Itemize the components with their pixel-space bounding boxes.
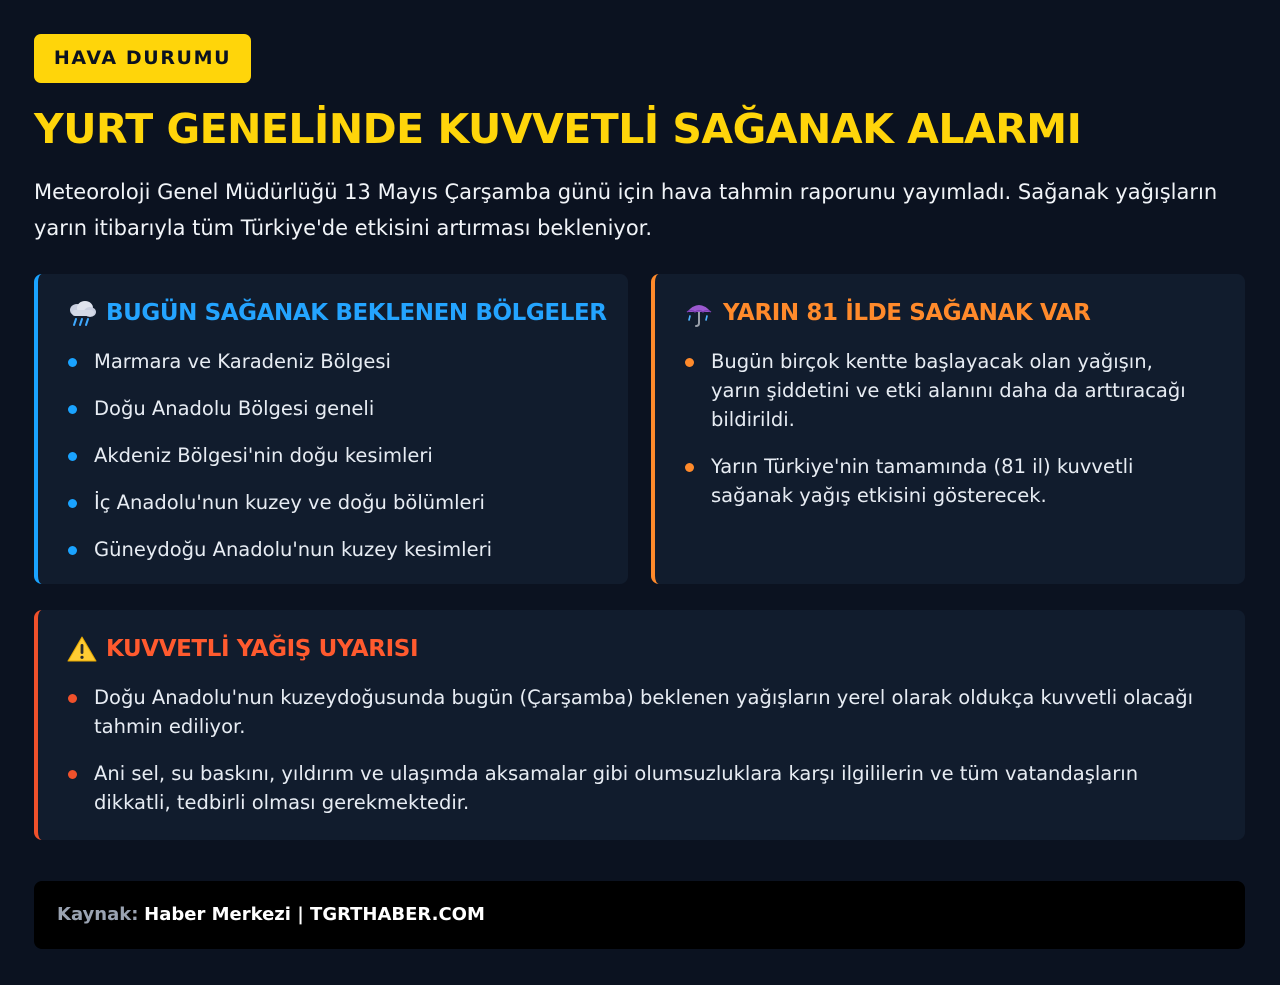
bullet-dot <box>68 694 77 703</box>
list-item-text: Doğu Anadolu'nun kuzeydoğusunda bugün (Çarşamba) beklenen yağışların yerel olarak oldukça kuvvetli olacağı tahmin ediliyor. <box>94 686 1194 738</box>
list-item <box>683 347 1203 434</box>
list-item-text: Yarın Türkiye'nin tamamında (81 il) kuvvetli sağanak yağış etkisini gösterecek. <box>711 455 1134 507</box>
list-item-text: Ani sel, su baskını, yıldırım ve ulaşımda aksamalar gibi olumsuzluklara karşı ilgililerin ve tüm vatandaşların dikkatli, tedbirli olması gerekmektedir. <box>94 762 1139 814</box>
list-item <box>66 535 492 564</box>
warning-icon <box>66 634 98 664</box>
today-regions-title: BUGÜN SAĞANAK BEKLENEN BÖLGELER <box>106 300 607 326</box>
list-item-text: İç Anadolu'nun kuzey ve doğu bölümleri <box>94 491 485 514</box>
bullet-dot <box>685 463 694 472</box>
list-item-text: Akdeniz Bölgesi'nin doğu kesimleri <box>94 444 433 467</box>
list-item <box>66 394 492 423</box>
page-title: YURT GENELİNDE KUVVETLİ SAĞANAK ALARMI <box>34 105 1082 153</box>
lead-paragraph: Meteoroloji Genel Müdürlüğü 13 Mayıs Çarşamba günü için hava tahmin raporunu yayımladı. Sağanak yağışların yarın itibarıyla tüm Türkiye'de etkisini artırması bekleniyor. <box>34 180 1218 240</box>
bullet-dot <box>68 358 77 367</box>
source-footer <box>34 881 1245 949</box>
list-item-text: Marmara ve Karadeniz Bölgesi <box>94 350 391 373</box>
tomorrow-title-row <box>683 298 1091 328</box>
rain-cloud-icon <box>66 298 98 328</box>
bullet-dot <box>685 358 694 367</box>
bullet-dot <box>68 546 77 555</box>
bullet-dot <box>68 499 77 508</box>
bullet-dot <box>68 405 77 414</box>
umbrella-rain-icon <box>683 298 715 328</box>
bullet-dot <box>68 452 77 461</box>
list-item-text: Güneydoğu Anadolu'nun kuzey kesimleri <box>94 538 493 561</box>
bullet-dot <box>68 770 77 779</box>
today-regions-title-row <box>66 298 607 328</box>
list-item <box>66 683 1216 741</box>
list-item <box>66 347 492 376</box>
source-label: Kaynak: <box>57 904 139 925</box>
tomorrow-card <box>651 274 1245 584</box>
list-item <box>66 441 492 470</box>
warning-list <box>66 683 1216 835</box>
list-item <box>683 452 1203 510</box>
list-item <box>66 488 492 517</box>
tomorrow-title: YARIN 81 İLDE SAĞANAK VAR <box>723 300 1091 326</box>
list-item-text: Doğu Anadolu Bölgesi geneli <box>94 397 375 420</box>
source-value: Haber Merkezi | TGRTHABER.COM <box>144 904 485 925</box>
list-item-text: Bugün birçok kentte başlayacak olan yağışın, yarın şiddetini ve etki alanını daha da arttıracağı bildirildi. <box>711 350 1186 431</box>
tomorrow-list <box>683 347 1203 528</box>
list-item <box>66 759 1216 817</box>
warning-card <box>34 610 1245 840</box>
category-tag: HAVA DURUMU <box>34 34 251 83</box>
warning-title: KUVVETLİ YAĞIŞ UYARISI <box>106 636 419 662</box>
warning-title-row <box>66 634 418 664</box>
today-regions-list <box>66 347 492 582</box>
today-regions-card <box>34 274 628 584</box>
